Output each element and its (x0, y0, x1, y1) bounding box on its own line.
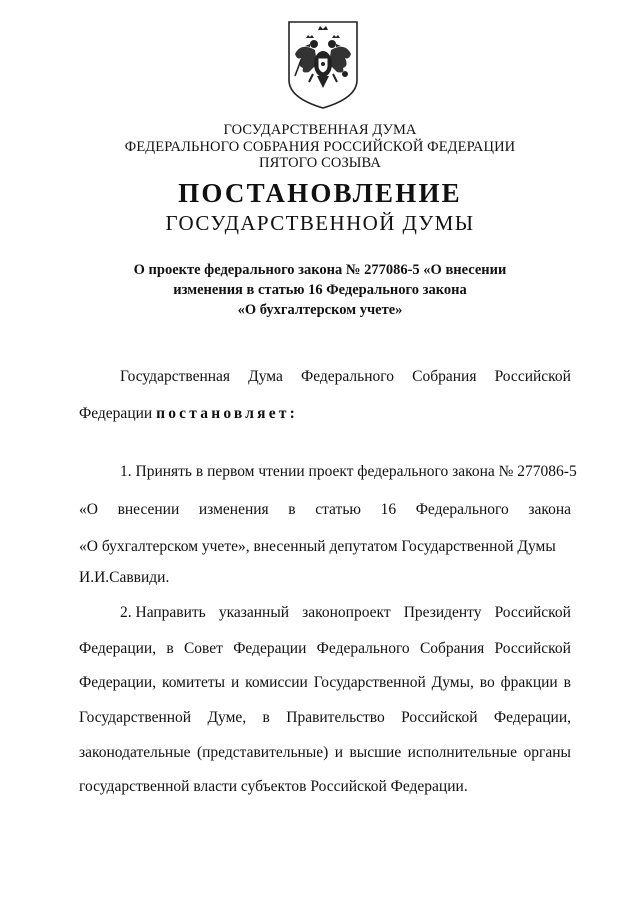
subject-line: «О бухгалтерском учете» (237, 302, 403, 318)
word: «О (79, 501, 98, 518)
word: Российской (494, 368, 571, 385)
word: в (288, 501, 296, 518)
word: Дума (248, 368, 283, 385)
word: в (166, 640, 174, 657)
word: закона (528, 501, 571, 518)
word: Государственная (120, 368, 231, 385)
word: комиссии (245, 674, 308, 691)
word: Федерации (233, 640, 307, 657)
word: исполнительные (407, 744, 518, 761)
word: Государственной (79, 709, 192, 726)
word: комитеты (161, 674, 226, 691)
word: Собрания (419, 640, 485, 657)
word: Президенту (403, 604, 482, 621)
point2-line-3 (79, 673, 571, 693)
org-line: ФЕДЕРАЛЬНОГО СОБРАНИЯ РОССИЙСКОЙ ФЕДЕРАЦИИ (124, 138, 516, 155)
word: органы (523, 744, 571, 761)
resolution-body (79, 0, 577, 900)
document-type-title: ПОСТАНОВЛЕНИЕ (178, 178, 462, 208)
word: законодательные (79, 744, 191, 761)
word: Собрания (412, 368, 477, 385)
word: Думы, (431, 674, 474, 691)
word: Федерального (415, 501, 509, 518)
word: высшие (349, 744, 402, 761)
point2-line-6: государственной власти субъектов Российской Федерации. (79, 778, 468, 795)
word: Российской (494, 640, 571, 657)
point1-line-3: «О бухгалтерском учете», внесенный депутатом Государственной Думы (79, 538, 556, 555)
word: внесении (117, 501, 180, 518)
word: Российской (401, 709, 478, 726)
point2-line-1 (120, 603, 571, 623)
word: (представительные) (196, 744, 329, 761)
preamble-prefix: Федерации (79, 405, 157, 422)
point1-line-2 (79, 500, 571, 520)
word: Федерации, (493, 709, 571, 726)
word: Федерации, (79, 640, 157, 657)
word: в (563, 674, 571, 691)
word: Федерального (300, 368, 395, 385)
word: во (479, 674, 495, 691)
word: Правительство (286, 709, 385, 726)
word: и (334, 744, 344, 761)
point2-line-4 (79, 708, 571, 728)
word: Федерального (316, 640, 410, 657)
word: указанный (218, 604, 290, 621)
word: 2. Направить (120, 604, 206, 621)
word: статью (315, 501, 361, 518)
word: Российской (494, 604, 571, 621)
org-line: ПЯТОГО СОЗЫВА (259, 155, 381, 171)
word: изменения (198, 501, 269, 518)
word: в (262, 709, 270, 726)
subject-line: О проекте федерального закона № 277086-5 «О внесении (133, 262, 507, 278)
word: и (230, 674, 240, 691)
point1-line-1: 1. Принять в первом чтении проект федерального закона № 277086-5 (120, 463, 577, 480)
point1-line-4: И.И.Саввиди. (79, 569, 170, 586)
preamble-line-1 (120, 367, 571, 387)
word: законопроект (302, 604, 391, 621)
word: Государственной (313, 674, 426, 691)
point2-line-2 (79, 639, 571, 659)
document-type-subtitle: ГОСУДАРСТВЕННОЙ ДУМЫ (165, 211, 475, 235)
word: Совет (183, 640, 223, 657)
word: Думе, (207, 709, 247, 726)
word: 16 (380, 501, 397, 518)
word: фракции (500, 674, 558, 691)
word: Федерации, (79, 674, 157, 691)
subject-line: изменения в статью 16 Федерального закона (173, 282, 467, 298)
preamble-line-2 (79, 404, 571, 424)
org-line: ГОСУДАРСТВЕННАЯ ДУМА (223, 122, 417, 138)
point2-line-5 (79, 743, 571, 763)
preamble-emphasis: постановляет: (156, 405, 298, 422)
